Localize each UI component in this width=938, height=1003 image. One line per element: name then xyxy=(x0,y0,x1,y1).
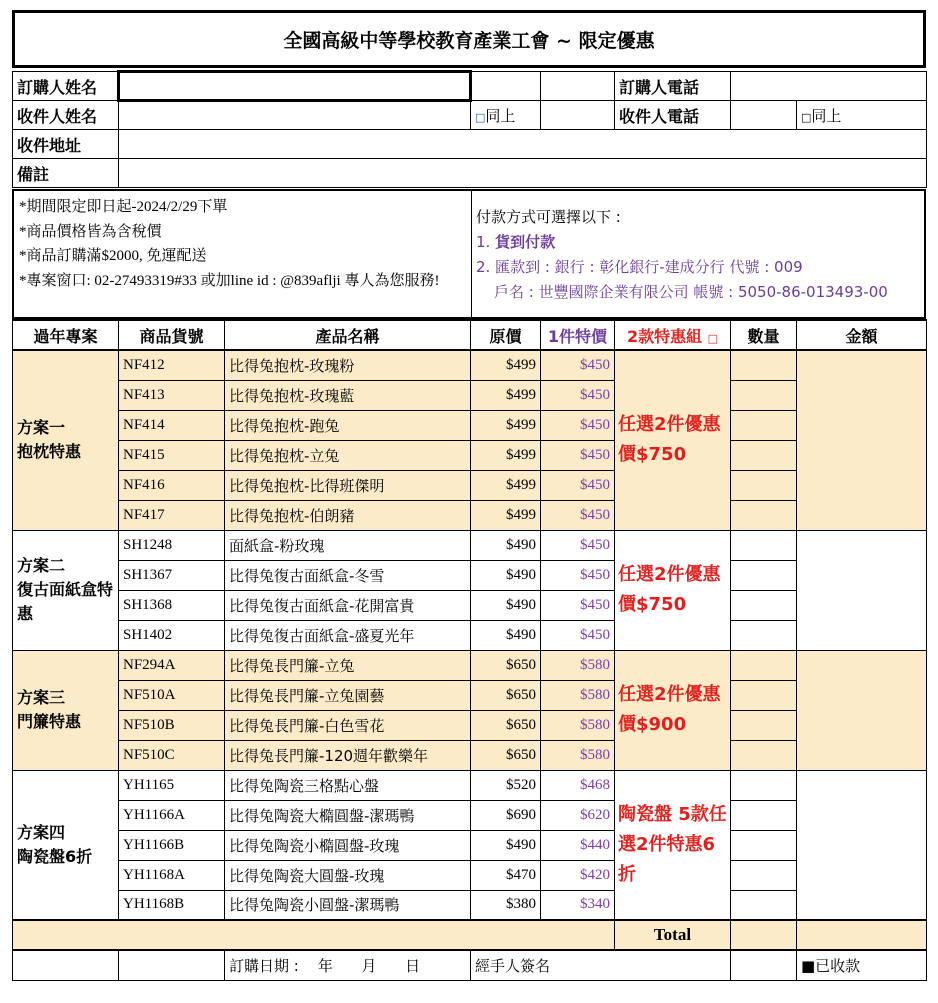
amount-field[interactable] xyxy=(797,350,927,530)
header-special: 1件特價 xyxy=(541,320,615,350)
buyer-phone-label: 訂購人電話 xyxy=(615,72,731,101)
recipient-name-label: 收件人姓名 xyxy=(13,101,119,130)
item-price: $650 xyxy=(471,740,541,770)
notes-label: 備註 xyxy=(13,159,119,188)
table-row xyxy=(13,830,927,860)
plan-label-text: 方案一 抱枕特惠 xyxy=(17,418,82,462)
same-as-label: 同上 xyxy=(811,106,842,125)
item-code: SH1402 xyxy=(119,620,225,650)
item-price: $690 xyxy=(471,800,541,830)
item-code: YH1165 xyxy=(119,770,225,800)
item-price: $499 xyxy=(471,440,541,470)
item-code: SH1368 xyxy=(119,590,225,620)
same-as-label: 同上 xyxy=(485,106,516,125)
quantity-field[interactable] xyxy=(731,560,797,590)
item-code: SH1248 xyxy=(119,530,225,560)
checkbox-icon[interactable]: □ xyxy=(801,110,812,124)
item-special-price: $580 xyxy=(541,650,615,680)
order-items-table xyxy=(12,319,927,981)
item-code: NF412 xyxy=(119,350,225,380)
payment-heading: 付款方式可選擇以下 : xyxy=(476,208,621,226)
buyer-name-field[interactable] xyxy=(119,72,471,101)
item-special-price: $468 xyxy=(541,770,615,800)
item-name: 比得兔長門簾-立兔園藝 xyxy=(225,680,471,710)
table-header-row xyxy=(13,320,927,350)
header-code: 商品貨號 xyxy=(119,320,225,350)
address-field[interactable] xyxy=(119,130,927,159)
payment-option-number: 2. xyxy=(476,258,496,276)
quantity-field[interactable] xyxy=(731,380,797,410)
item-name: 比得兔抱枕-比得班傑明 xyxy=(225,470,471,500)
note-line: *期間限定即日起-2024/2/29下單 xyxy=(19,199,228,215)
item-special-price: $580 xyxy=(541,710,615,740)
item-special-price: $450 xyxy=(541,410,615,440)
item-price: $380 xyxy=(471,890,541,920)
total-label: Total xyxy=(615,920,731,950)
item-name: 比得兔陶瓷三格點心盤 xyxy=(225,770,471,800)
total-qty[interactable] xyxy=(731,920,797,950)
table-row xyxy=(13,650,927,680)
item-code: SH1367 xyxy=(119,560,225,590)
table-row xyxy=(13,680,927,710)
combo-promo: 任選2件優惠價$900 xyxy=(615,650,731,770)
payment-account-line: 戶名 : 世豐國際企業有限公司 帳號 : 5050-86-013493-00 xyxy=(494,283,888,301)
quantity-field[interactable] xyxy=(731,770,797,800)
form-title: 全國高級中等學校教育產業工會 ~ 限定優惠 xyxy=(12,10,926,68)
quantity-field[interactable] xyxy=(731,860,797,890)
item-code: NF413 xyxy=(119,380,225,410)
header-plan: 過年專案 xyxy=(13,320,119,350)
blank-cell xyxy=(13,950,119,980)
item-name: 比得兔長門簾-立兔 xyxy=(225,650,471,680)
item-name: 比得兔陶瓷大橢圓盤-潔瑪鴨 xyxy=(225,800,471,830)
note-line: *專案窗口: 02-27493319#33 或加line id : @839aflji 專人為您服務! xyxy=(19,272,440,289)
item-code: YH1168B xyxy=(119,890,225,920)
buyer-name-label: 訂購人姓名 xyxy=(13,72,119,101)
blank-cell xyxy=(13,920,615,950)
payment-methods xyxy=(472,191,924,317)
total-amount[interactable] xyxy=(797,920,927,950)
item-name: 比得兔陶瓷大圓盤-玫瑰 xyxy=(225,860,471,890)
quantity-field[interactable] xyxy=(731,890,797,920)
table-row xyxy=(13,890,927,920)
handler-signature-field[interactable]: 經手人簽名 xyxy=(471,950,731,980)
blank-cell xyxy=(471,72,541,101)
quantity-field[interactable] xyxy=(731,830,797,860)
item-code: NF414 xyxy=(119,410,225,440)
item-price: $499 xyxy=(471,470,541,500)
terms-notes xyxy=(14,191,472,317)
table-row xyxy=(13,770,927,800)
item-special-price: $450 xyxy=(541,590,615,620)
quantity-field[interactable] xyxy=(731,500,797,530)
quantity-field[interactable] xyxy=(731,410,797,440)
item-name: 比得兔復古面紙盒-盛夏光年 xyxy=(225,620,471,650)
item-price: $499 xyxy=(471,380,541,410)
checkbox-icon[interactable]: □ xyxy=(475,110,486,124)
header-combo-label: 2款特惠組 xyxy=(626,326,703,346)
item-code: NF294A xyxy=(119,650,225,680)
address-label: 收件地址 xyxy=(13,130,119,159)
item-name: 比得兔抱枕-跑兔 xyxy=(225,410,471,440)
item-name: 比得兔抱枕-玫瑰粉 xyxy=(225,350,471,380)
order-date-field[interactable]: 訂購日期 : 年 月 日 xyxy=(225,950,471,980)
amount-field[interactable] xyxy=(797,530,927,650)
item-code: YH1166B xyxy=(119,830,225,860)
header-price: 原價 xyxy=(471,320,541,350)
buyer-phone-field[interactable] xyxy=(731,72,927,101)
header-name: 產品名稱 xyxy=(225,320,471,350)
item-price: $490 xyxy=(471,590,541,620)
item-code: NF510B xyxy=(119,710,225,740)
plan-label xyxy=(13,650,119,770)
table-row xyxy=(13,440,927,470)
item-special-price: $440 xyxy=(541,830,615,860)
table-row xyxy=(13,560,927,590)
quantity-field[interactable] xyxy=(731,440,797,470)
item-code: NF510A xyxy=(119,680,225,710)
table-row xyxy=(13,350,927,380)
item-special-price: $450 xyxy=(541,500,615,530)
table-row xyxy=(13,860,927,890)
item-code: NF417 xyxy=(119,500,225,530)
quantity-field[interactable] xyxy=(731,620,797,650)
item-price: $490 xyxy=(471,560,541,590)
item-special-price: $620 xyxy=(541,800,615,830)
item-code: NF416 xyxy=(119,470,225,500)
item-name: 比得兔抱枕-伯朗豬 xyxy=(225,500,471,530)
total-row xyxy=(13,920,927,950)
terms-and-payment xyxy=(12,189,926,319)
item-name: 比得兔復古面紙盒-花開富貴 xyxy=(225,590,471,620)
quantity-field[interactable] xyxy=(731,470,797,500)
item-price: $499 xyxy=(471,350,541,380)
table-row xyxy=(13,800,927,830)
checkbox-icon[interactable]: □ xyxy=(707,331,719,345)
quantity-field[interactable] xyxy=(731,800,797,830)
item-code: YH1168A xyxy=(119,860,225,890)
item-price: $470 xyxy=(471,860,541,890)
blank-cell xyxy=(731,950,797,980)
item-price: $650 xyxy=(471,710,541,740)
item-special-price: $450 xyxy=(541,350,615,380)
recipient-name-field[interactable] xyxy=(119,101,471,130)
notes-field[interactable] xyxy=(119,159,927,188)
table-row xyxy=(13,530,927,560)
table-row xyxy=(13,410,927,440)
item-special-price: $580 xyxy=(541,680,615,710)
table-row xyxy=(13,620,927,650)
item-name: 比得兔抱枕-玫瑰藍 xyxy=(225,380,471,410)
table-row xyxy=(13,590,927,620)
payment-option-cod: 貨到付款 xyxy=(495,233,556,251)
footer-row xyxy=(13,950,927,980)
item-special-price: $450 xyxy=(541,440,615,470)
table-row xyxy=(13,470,927,500)
quantity-field[interactable] xyxy=(731,650,797,680)
header-combo xyxy=(615,320,731,350)
same-as-buyer-name[interactable] xyxy=(471,101,541,130)
amount-field[interactable] xyxy=(797,650,927,770)
blank-cell xyxy=(541,72,615,101)
table-row xyxy=(13,740,927,770)
plan-label-text: 方案三 門簾特惠 xyxy=(17,688,82,731)
item-price: $490 xyxy=(471,830,541,860)
item-special-price: $420 xyxy=(541,860,615,890)
header-amount: 金額 xyxy=(797,320,927,350)
table-row xyxy=(13,500,927,530)
item-name: 比得兔復古面紙盒-冬雪 xyxy=(225,560,471,590)
recipient-phone-label: 收件人電話 xyxy=(615,101,731,130)
item-special-price: $450 xyxy=(541,380,615,410)
table-row xyxy=(13,380,927,410)
item-code: YH1166A xyxy=(119,800,225,830)
combo-promo: 任選2件優惠價$750 xyxy=(615,530,731,650)
item-code: NF510C xyxy=(119,740,225,770)
quantity-field[interactable] xyxy=(731,590,797,620)
payment-received-checkbox[interactable]: ■已收款 xyxy=(797,950,927,980)
item-special-price: $580 xyxy=(541,740,615,770)
item-special-price: $450 xyxy=(541,620,615,650)
customer-info-table xyxy=(12,70,927,188)
item-special-price: $340 xyxy=(541,890,615,920)
item-name: 比得兔長門簾-120週年歡樂年 xyxy=(225,740,471,770)
payment-option-transfer: 匯款到 : 銀行 : 彰化銀行-建成分行 代號 : 009 xyxy=(495,258,803,276)
item-price: $490 xyxy=(471,620,541,650)
item-price: $499 xyxy=(471,410,541,440)
item-special-price: $450 xyxy=(541,470,615,500)
item-name: 比得兔陶瓷小橢圓盤-玫瑰 xyxy=(225,830,471,860)
blank-cell xyxy=(541,101,615,130)
quantity-field[interactable] xyxy=(731,710,797,740)
same-as-buyer-phone[interactable] xyxy=(797,101,927,130)
quantity-field[interactable] xyxy=(731,680,797,710)
item-name: 面紙盒-粉玫瑰 xyxy=(225,530,471,560)
blank-cell xyxy=(119,950,225,980)
combo-promo: 陶瓷盤 5款任選2件特惠6折 xyxy=(615,770,731,920)
combo-promo: 任選2件優惠價$750 xyxy=(615,350,731,530)
table-row xyxy=(13,710,927,740)
plan-label xyxy=(13,350,119,530)
recipient-phone-field[interactable] xyxy=(731,101,797,130)
amount-field[interactable] xyxy=(797,770,927,920)
quantity-field[interactable] xyxy=(731,350,797,380)
plan-label xyxy=(13,530,119,650)
item-price: $650 xyxy=(471,650,541,680)
plan-label xyxy=(13,770,119,920)
item-name: 比得兔長門簾-白色雪花 xyxy=(225,710,471,740)
quantity-field[interactable] xyxy=(731,530,797,560)
item-code: NF415 xyxy=(119,440,225,470)
item-name: 比得兔抱枕-立兔 xyxy=(225,440,471,470)
item-name: 比得兔陶瓷小圓盤-潔瑪鴨 xyxy=(225,890,471,920)
header-qty: 數量 xyxy=(731,320,797,350)
item-special-price: $450 xyxy=(541,560,615,590)
note-line: *商品訂購滿$2000, 免運配送 xyxy=(19,248,207,264)
payment-option-number: 1. xyxy=(476,233,496,251)
item-special-price: $450 xyxy=(541,530,615,560)
item-price: $499 xyxy=(471,500,541,530)
plan-label-text: 方案二 復古面紙盒特惠 xyxy=(17,556,114,623)
note-line: *商品價格皆為含稅價 xyxy=(19,223,162,240)
item-price: $490 xyxy=(471,530,541,560)
item-price: $650 xyxy=(471,680,541,710)
item-price: $520 xyxy=(471,770,541,800)
quantity-field[interactable] xyxy=(731,740,797,770)
plan-label-text: 方案四 陶瓷盤6折 xyxy=(17,822,93,866)
